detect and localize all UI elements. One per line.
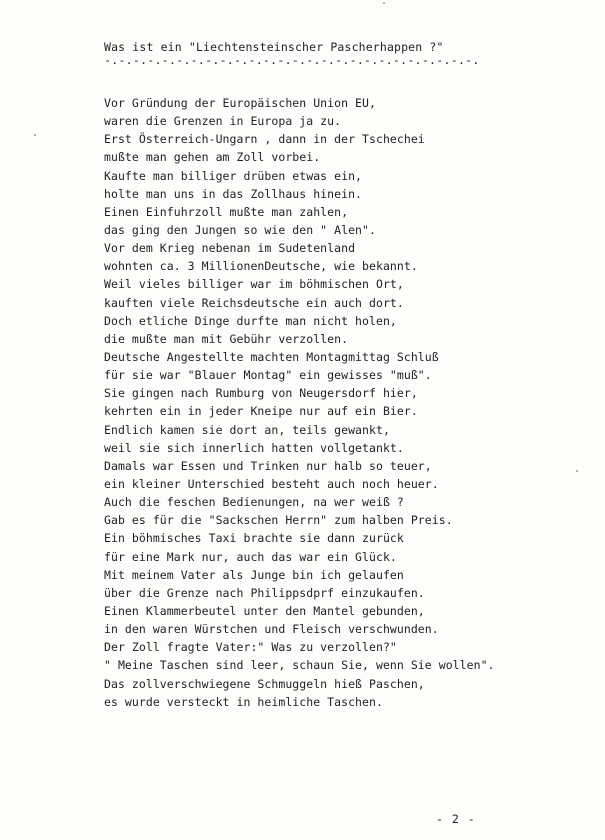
poem-line: Gab es für die "Sackschen Herrn" zum halben Preis. [104, 513, 453, 528]
poem-line: Ein böhmisches Taxi brachte sie dann zurück [104, 531, 404, 546]
poem-line: in den waren Würstchen und Fleisch verschwunden. [104, 622, 439, 637]
poem-line: Mit meinem Vater als Junge bin ich gelaufen [104, 567, 404, 582]
poem-line: Kaufte man billiger drüben etwas ein, [104, 168, 363, 183]
poem-line: Einen Klammerbeutel unter den Mantel gebunden, [104, 603, 425, 618]
poem-line: Deutsche Angestellte machten Montagmittag Schluß [104, 349, 439, 364]
poem-line: für eine Mark nur, auch das war ein Glück. [104, 549, 397, 564]
poem-line: Erst Österreich-Ungarn , dann in der Tschechei [104, 132, 425, 147]
poem-line: ein kleiner Unterschied besteht auch noch heuer. [104, 476, 439, 491]
poem-line: kauften viele Reichsdeutsche ein auch dort. [104, 295, 404, 310]
poem-line: waren die Grenzen in Europa ja zu. [104, 114, 342, 129]
document-title: Was ist ein "Liechtensteinscher Pascherhappen ?" [104, 40, 444, 54]
poem-line: Auch die feschen Bedienungen, na wer weiß ? [104, 495, 404, 510]
poem-line: Das zollverschwiegene Schmuggeln hieß Paschen, [104, 676, 425, 691]
page-number: - 2 - [436, 812, 476, 826]
poem-line: holte man uns in das Zollhaus hinein. [104, 186, 363, 201]
poem-line: es wurde versteckt in heimliche Taschen. [104, 694, 383, 709]
poem-body [104, 94, 495, 711]
poem-line: Der Zoll fragte Vater:" Was zu verzollen?" [104, 640, 397, 655]
paper-speck [383, 2, 385, 4]
poem-line: mußte man gehen am Zoll vorbei. [104, 150, 321, 165]
poem-line: Weil vieles billiger war im böhmischen Ort, [104, 277, 404, 292]
poem-line: wohnten ca. 3 MillionenDeutsche, wie bekannt. [104, 259, 418, 274]
poem-line: Doch etliche Dinge durfte man nicht holen, [104, 313, 397, 328]
poem-line: die mußte man mit Gebühr verzollen. [104, 331, 349, 346]
poem-line: Einen Einfuhrzoll mußte man zahlen, [104, 204, 349, 219]
poem-line: weil sie sich innerlich hatten vollgetankt. [104, 440, 404, 455]
poem-line: über die Grenze nach Philippsdprf einzukaufen. [104, 585, 425, 600]
poem-line: Vor Gründung der Europäischen Union EU, [104, 96, 376, 110]
title-underline: -.-.-.-.-.-.-.-.-.-.-.-.-.-.-.-.-.-.-.-.-.-.-.-.-.-. [104, 53, 480, 67]
poem-line: " Meine Taschen sind leer, schaun Sie, wenn Sie wollen". [104, 658, 495, 673]
poem-line: Endlich kamen sie dort an, teils gewankt, [104, 422, 390, 437]
paper-speck [576, 470, 578, 472]
poem-line: das ging den Jungen so wie den " Alen". [104, 222, 376, 237]
poem-line: Vor dem Krieg nebenan im Sudetenland [104, 241, 356, 256]
poem-line: kehrten ein in jeder Kneipe nur auf ein Bier. [104, 404, 418, 419]
poem-line: Damals war Essen und Trinken nur halb so teuer, [104, 458, 432, 473]
paper-speck [34, 134, 36, 136]
poem-line: Sie gingen nach Rumburg von Neugersdorf hier, [104, 386, 418, 401]
poem-line: für sie war "Blauer Montag" ein gewisses "muß". [104, 368, 432, 383]
